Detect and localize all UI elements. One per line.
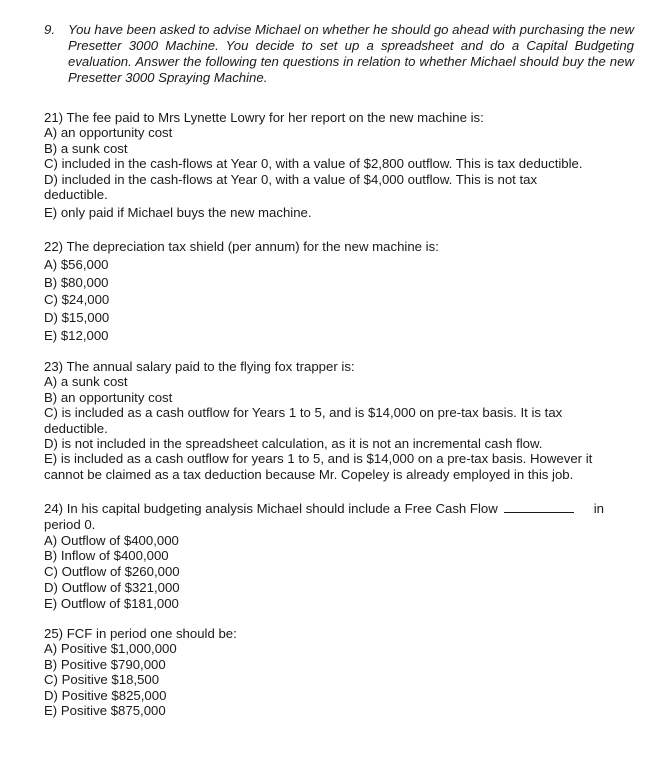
intro-text: You have been asked to advise Michael on whether he should go ahead with purchasing the new Presetter 3000 Machine. You decide to set up a spreadsheet and do a Capital Budgeting evaluation. Answer the following ten questions in relation to whether Michael should buy the new Presetter 3000 Spraying Machine. (68, 22, 634, 85)
option-e: E) only paid if Michael buys the new machine. (44, 205, 312, 221)
question-21 (44, 110, 624, 220)
option-d: D) Outflow of $321,000 (44, 579, 180, 595)
option-c: C) included in the cash-flows at Year 0, with a value of $2,800 outflow. This is tax deductible. (44, 156, 583, 172)
question-stem-continued: period 0. (44, 516, 96, 532)
option-a: A) Positive $1,000,000 (44, 641, 177, 657)
question-25 (44, 626, 624, 718)
question-stem-start: 24) In his capital budgeting analysis Michael should include a Free Cash Flow (44, 501, 498, 516)
question-stem: 23) The annual salary paid to the flying fox trapper is: (44, 359, 355, 374)
option-b: B) Inflow of $400,000 (44, 548, 169, 564)
option-b: B) a sunk cost (44, 140, 128, 156)
option-e: E) $12,000 (44, 327, 109, 343)
option-c: C) Positive $18,500 (44, 672, 160, 688)
answer-blank (504, 501, 574, 513)
option-e: E) Outflow of $181,000 (44, 595, 179, 611)
option-b: B) Positive $790,000 (44, 656, 166, 672)
option-e: E) Positive $875,000 (44, 703, 166, 719)
option-b: B) $80,000 (44, 274, 109, 290)
question-23 (44, 359, 619, 482)
question-stem: 22) The depreciation tax shield (per annum) for the new machine is: (44, 239, 439, 254)
option-d: D) is not included in the spreadsheet calculation, as it is not an incremental cash flow. (44, 436, 543, 452)
intro-number: 9. (44, 22, 55, 37)
question-22 (44, 238, 624, 345)
option-a: A) Outflow of $400,000 (44, 532, 179, 548)
option-d: D) $15,000 (44, 310, 110, 326)
intro-paragraph (44, 22, 634, 86)
option-a: A) $56,000 (44, 256, 109, 272)
option-e: E) is included as a cash outflow for years 1 to 5, and is $14,000 on a pre-tax basis. However it cannot be claimed as a tax deduction because Mr. Copeley is already employed in this job. (44, 451, 593, 482)
option-d: D) included in the cash-flows at Year 0, with a value of $4,000 outflow. This is not tax deductible. (44, 171, 538, 203)
option-a: A) an opportunity cost (44, 125, 173, 141)
option-a: A) a sunk cost (44, 374, 128, 390)
option-b: B) an opportunity cost (44, 389, 173, 405)
question-stem: 25) FCF in period one should be: (44, 626, 237, 641)
option-c: C) is included as a cash outflow for Years 1 to 5, and is $14,000 on pre-tax basis. It is tax deductible. (44, 405, 563, 436)
option-c: C) Outflow of $260,000 (44, 564, 180, 580)
option-d: D) Positive $825,000 (44, 687, 167, 703)
question-24 (44, 501, 624, 612)
question-stem (44, 501, 604, 517)
question-stem: 21) The fee paid to Mrs Lynette Lowry for her report on the new machine is: (44, 110, 484, 125)
option-c: C) $24,000 (44, 292, 110, 308)
question-stem-end: in (593, 501, 604, 516)
